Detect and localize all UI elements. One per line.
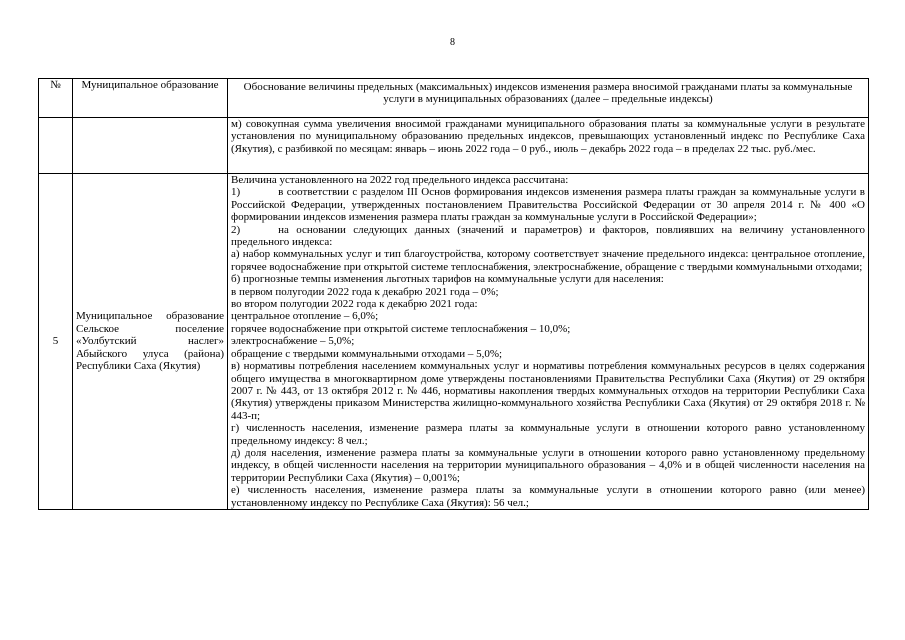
justification-cell [228,174,869,510]
justification-line: во втором полугодии 2022 года к декабрю 2021 года: [231,298,478,311]
header-num: № [39,79,73,118]
header-justification: Обоснование величины предельных (максимальных) индексов изменения размера вносимой гражданами платы за коммунальные услуги в муниципальных образованиях (далее – предельные индексы) [228,79,869,118]
row-number: 5 [39,174,73,510]
municipality-name: Муниципальное образование Сельское поселение «Уолбутский наслег» Абыйского улуса (района) Республики Саха (Якутия) [73,174,228,510]
justification-line: е) численность населения, изменение размера платы за коммунальные услуги в отношении которого равно (или менее) установленному индексу по Республике Саха (Якутия): 56 чел.; [231,484,865,509]
justification-table [38,78,869,510]
table-header-row [39,79,869,118]
continuation-row [39,118,869,174]
justification-line: Величина установленного на 2022 год предельного индекса рассчитана: [231,174,569,186]
justification-line: горячее водоснабжение при открытой системе теплоснабжения – 10,0%; [231,322,571,335]
justification-line: электроснабжение – 5,0%; [231,335,355,348]
justification-line: а) набор коммунальных услуг и тип благоустройства, которому соответствует значение предельного индекса: центральное отопление, горячее водоснабжение при открытой системе теплоснабжения, электроснабжение, обращение с твердыми коммунальными отходами; [231,248,865,273]
page-number: 8 [450,37,455,48]
justification-line: 2) на основании следующих данных (значений и параметров) и факторов, повлиявших на величину установленного предельного индекса: [231,223,865,249]
table-row [39,174,869,510]
justification-line: г) численность населения, изменение размера платы за коммунальные услуги в отношении которого равно установленному предельному индексу: 8 чел.; [231,422,865,447]
justification-line: д) доля населения, изменение размера платы за коммунальные услуги в отношении которого равно установленному предельному индексу, в общей численности населения на территории муниципального образования – 4,0% и в общей численности населения на территории Республики Саха (Якутия) – 0,001%; [231,446,865,484]
header-municipality: Муниципальное образование [73,79,228,118]
justification-line: б) прогнозные темпы изменения льготных тарифов на коммунальные услуги для населения: [231,273,664,286]
justification-line: в) нормативы потребления населением коммунальных услуг и нормативы потребления коммунальных ресурсов в целях содержания общего имущества в многоквартирном доме утверждены постановлениями Правительства Республики Саха (Якутия) от 29 октября 2007 г. № 443, от 13 октября 2012 г. № 446, нормативы накопления твердых коммунальных отходов на территории Республики Саха (Якутия) утверждены приказом Министерства жилищно-коммунального хозяйства Республики Саха (Якутия) от 29 октября 2018 г. № 443-п; [231,360,865,422]
continuation-text: м) совокупная сумма увеличения вносимой гражданами муниципального образования платы за коммунальные услуги в результате установления по муниципальному образованию предельных индексов, превышающих установленный индекс по Республике Саха (Якутия), с разбивкой по месяцам: январь – июнь 2022 года – 0 руб., июль – декабрь 2022 года – в пределах 22 тыс. руб./мес. [228,118,869,174]
justification-line: 1) в соответствии с разделом III Основ формирования индексов изменения размера платы граждан за коммунальные услуги в Российской Федерации, утвержденных постановлением Правительства Российской Федерации от 30 апреля 2014 г. № 400 «О формировании индексов изменения размера платы граждан за коммунальные услуги в Российской Федерации»; [231,186,865,224]
justification-line: в первом полугодии 2022 года к декабрю 2021 года – 0%; [231,285,499,298]
justification-line: центральное отопление – 6,0%; [231,310,379,323]
justification-line: обращение с твердыми коммунальными отходами – 5,0%; [231,347,503,360]
